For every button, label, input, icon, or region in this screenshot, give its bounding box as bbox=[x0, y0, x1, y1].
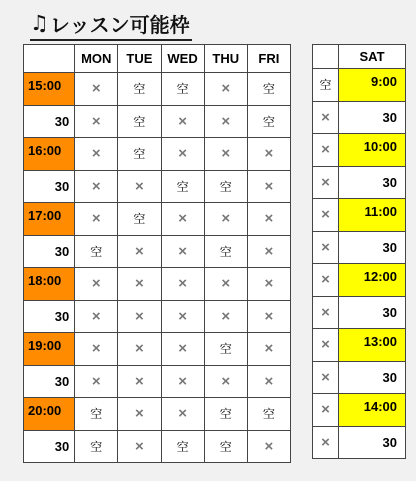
available-slot: 空 bbox=[161, 170, 204, 203]
unavailable-slot: × bbox=[118, 398, 161, 431]
unavailable-slot: × bbox=[161, 398, 204, 431]
time-cell: 19:00 bbox=[24, 333, 75, 366]
available-slot: 空 bbox=[75, 430, 118, 463]
unavailable-slot: × bbox=[313, 101, 339, 134]
unavailable-slot: × bbox=[204, 268, 247, 301]
table-row bbox=[313, 69, 406, 102]
table-row bbox=[313, 166, 406, 199]
unavailable-slot: × bbox=[161, 365, 204, 398]
time-cell: 30 bbox=[24, 235, 75, 268]
music-note-icon: ♫ bbox=[30, 11, 49, 35]
time-cell: 30 bbox=[339, 426, 406, 459]
time-cell: 12:00 bbox=[339, 264, 406, 297]
unavailable-slot: × bbox=[75, 170, 118, 203]
unavailable-slot: × bbox=[161, 300, 204, 333]
available-slot: 空 bbox=[204, 170, 247, 203]
available-slot: 空 bbox=[75, 398, 118, 431]
unavailable-slot: × bbox=[75, 365, 118, 398]
unavailable-slot: × bbox=[75, 105, 118, 138]
time-cell: 30 bbox=[339, 361, 406, 394]
table-row bbox=[24, 138, 291, 171]
unavailable-slot: × bbox=[161, 235, 204, 268]
unavailable-slot: × bbox=[118, 268, 161, 301]
available-slot: 空 bbox=[204, 430, 247, 463]
table-row bbox=[24, 333, 291, 366]
available-slot: 空 bbox=[204, 398, 247, 431]
unavailable-slot: × bbox=[247, 333, 290, 366]
unavailable-slot: × bbox=[313, 394, 339, 427]
header-corner bbox=[24, 45, 75, 73]
table-row bbox=[313, 264, 406, 297]
unavailable-slot: × bbox=[204, 203, 247, 236]
table-row bbox=[313, 231, 406, 264]
unavailable-slot: × bbox=[313, 296, 339, 329]
time-cell: 30 bbox=[339, 231, 406, 264]
day-header: SAT bbox=[339, 45, 406, 69]
available-slot: 空 bbox=[204, 235, 247, 268]
table-row bbox=[313, 426, 406, 459]
unavailable-slot: × bbox=[75, 203, 118, 236]
time-cell: 30 bbox=[24, 300, 75, 333]
unavailable-slot: × bbox=[247, 430, 290, 463]
unavailable-slot: × bbox=[204, 300, 247, 333]
unavailable-slot: × bbox=[313, 361, 339, 394]
unavailable-slot: × bbox=[204, 105, 247, 138]
table-row bbox=[313, 199, 406, 232]
table-row bbox=[24, 430, 291, 463]
unavailable-slot: × bbox=[313, 329, 339, 362]
unavailable-slot: × bbox=[161, 333, 204, 366]
time-cell: 14:00 bbox=[339, 394, 406, 427]
unavailable-slot: × bbox=[247, 203, 290, 236]
time-cell: 11:00 bbox=[339, 199, 406, 232]
time-cell: 30 bbox=[339, 296, 406, 329]
unavailable-slot: × bbox=[313, 134, 339, 167]
unavailable-slot: × bbox=[118, 170, 161, 203]
available-slot: 空 bbox=[247, 105, 290, 138]
day-header: WED bbox=[161, 45, 204, 73]
unavailable-slot: × bbox=[161, 138, 204, 171]
table-row bbox=[313, 329, 406, 362]
time-cell: 30 bbox=[339, 166, 406, 199]
table-row bbox=[24, 300, 291, 333]
unavailable-slot: × bbox=[313, 426, 339, 459]
unavailable-slot: × bbox=[118, 300, 161, 333]
available-slot: 空 bbox=[118, 138, 161, 171]
table-row bbox=[313, 101, 406, 134]
page-title bbox=[30, 7, 192, 41]
unavailable-slot: × bbox=[247, 365, 290, 398]
unavailable-slot: × bbox=[118, 333, 161, 366]
time-cell: 15:00 bbox=[24, 73, 75, 106]
unavailable-slot: × bbox=[161, 105, 204, 138]
time-cell: 10:00 bbox=[339, 134, 406, 167]
unavailable-slot: × bbox=[313, 231, 339, 264]
unavailable-slot: × bbox=[161, 203, 204, 236]
time-cell: 13:00 bbox=[339, 329, 406, 362]
unavailable-slot: × bbox=[161, 268, 204, 301]
unavailable-slot: × bbox=[118, 235, 161, 268]
available-slot: 空 bbox=[118, 105, 161, 138]
day-header: THU bbox=[204, 45, 247, 73]
table-row bbox=[313, 361, 406, 394]
table-row bbox=[24, 398, 291, 431]
time-cell: 17:00 bbox=[24, 203, 75, 236]
available-slot: 空 bbox=[313, 69, 339, 102]
table-row bbox=[313, 296, 406, 329]
available-slot: 空 bbox=[161, 73, 204, 106]
day-header: FRI bbox=[247, 45, 290, 73]
table-row bbox=[24, 105, 291, 138]
saturday-header-row bbox=[313, 45, 406, 69]
page-title-text: レッスン可能枠 bbox=[49, 12, 190, 37]
unavailable-slot: × bbox=[313, 166, 339, 199]
table-row bbox=[24, 268, 291, 301]
time-cell: 30 bbox=[339, 101, 406, 134]
unavailable-slot: × bbox=[313, 199, 339, 232]
unavailable-slot: × bbox=[313, 264, 339, 297]
time-cell: 30 bbox=[24, 430, 75, 463]
day-header: TUE bbox=[118, 45, 161, 73]
time-cell: 20:00 bbox=[24, 398, 75, 431]
available-slot: 空 bbox=[204, 333, 247, 366]
unavailable-slot: × bbox=[118, 365, 161, 398]
available-slot: 空 bbox=[161, 430, 204, 463]
header-corner bbox=[313, 45, 339, 69]
unavailable-slot: × bbox=[204, 73, 247, 106]
time-cell: 30 bbox=[24, 105, 75, 138]
available-slot: 空 bbox=[118, 73, 161, 106]
time-cell: 18:00 bbox=[24, 268, 75, 301]
unavailable-slot: × bbox=[247, 268, 290, 301]
unavailable-slot: × bbox=[75, 268, 118, 301]
table-row bbox=[313, 134, 406, 167]
unavailable-slot: × bbox=[204, 138, 247, 171]
unavailable-slot: × bbox=[75, 73, 118, 106]
unavailable-slot: × bbox=[247, 138, 290, 171]
unavailable-slot: × bbox=[247, 170, 290, 203]
unavailable-slot: × bbox=[247, 300, 290, 333]
weekday-schedule-table bbox=[23, 44, 291, 463]
available-slot: 空 bbox=[247, 398, 290, 431]
table-row bbox=[24, 170, 291, 203]
saturday-schedule-table bbox=[312, 44, 406, 459]
unavailable-slot: × bbox=[204, 365, 247, 398]
unavailable-slot: × bbox=[75, 300, 118, 333]
unavailable-slot: × bbox=[247, 235, 290, 268]
unavailable-slot: × bbox=[75, 138, 118, 171]
time-cell: 30 bbox=[24, 365, 75, 398]
time-cell: 16:00 bbox=[24, 138, 75, 171]
available-slot: 空 bbox=[247, 73, 290, 106]
day-header: MON bbox=[75, 45, 118, 73]
table-row bbox=[24, 203, 291, 236]
table-row bbox=[24, 365, 291, 398]
available-slot: 空 bbox=[118, 203, 161, 236]
unavailable-slot: × bbox=[118, 430, 161, 463]
table-row bbox=[24, 235, 291, 268]
unavailable-slot: × bbox=[75, 333, 118, 366]
table-row bbox=[24, 73, 291, 106]
time-cell: 9:00 bbox=[339, 69, 406, 102]
available-slot: 空 bbox=[75, 235, 118, 268]
time-cell: 30 bbox=[24, 170, 75, 203]
weekday-header-row bbox=[24, 45, 291, 73]
table-row bbox=[313, 394, 406, 427]
